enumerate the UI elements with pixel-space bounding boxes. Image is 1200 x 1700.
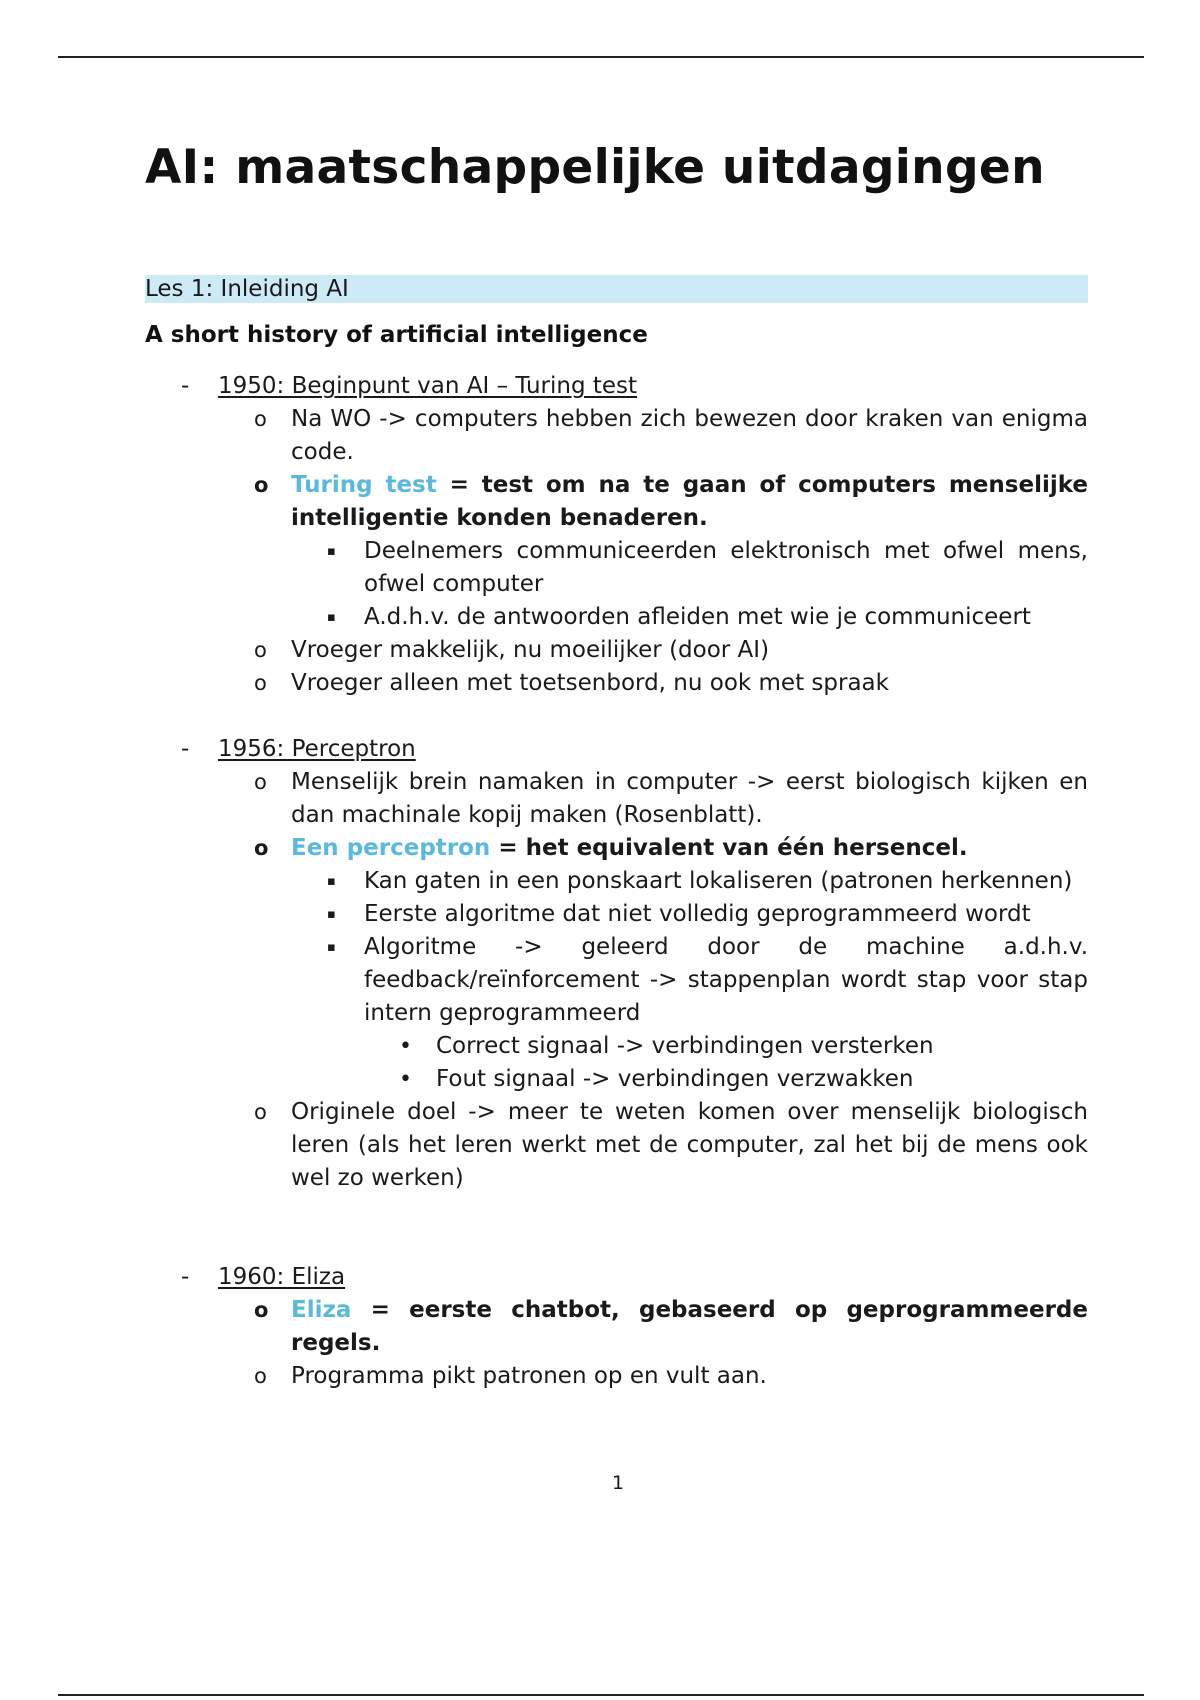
list-item [254, 469, 1088, 535]
list-text: Eerste algoritme dat niet volledig geprogrammeerd wordt [364, 901, 1031, 927]
list-item [327, 535, 1088, 601]
list-heading: 1960: Eliza [218, 1264, 346, 1290]
list-item [399, 1063, 1088, 1096]
dash-bullet: - [181, 373, 190, 399]
square-bullet: ▪ [327, 940, 336, 955]
list-text: Correct signaal -> verbindingen versterken [436, 1033, 934, 1059]
list-item [254, 403, 1088, 469]
section-subtitle: A short history of artificial intelligence [145, 322, 648, 348]
dash-bullet: - [181, 736, 190, 762]
definition-text: = het equivalent van één hersencel. [490, 835, 968, 861]
list-item-1956 [181, 733, 1088, 766]
circle-bullet: o [254, 407, 267, 431]
circle-bullet: o [254, 638, 267, 662]
key-term: Een perceptron [291, 835, 491, 861]
list-item [254, 1096, 1088, 1195]
list-text: A.d.h.v. de antwoorden afleiden met wie je communiceert [364, 604, 1031, 630]
square-bullet: ▪ [327, 544, 336, 559]
list-text: Deelnemers communiceerden elektronisch met ofwel mens, ofwel computer [364, 538, 1088, 597]
lesson-heading: Les 1: Inleiding AI [145, 275, 1088, 303]
list-text: Vroeger makkelijk, nu moeilijker (door AI) [291, 637, 770, 663]
key-term: Eliza [291, 1297, 352, 1323]
list-item [254, 634, 1088, 667]
dot-bullet: • [399, 1067, 412, 1092]
list-item [254, 832, 1088, 865]
dash-bullet: - [181, 1264, 190, 1290]
list-item [254, 1360, 1088, 1393]
list-item [399, 1030, 1088, 1063]
circle-bullet: o [254, 770, 267, 794]
circle-bullet: o [254, 473, 269, 497]
list-item [327, 931, 1088, 1030]
square-bullet: ▪ [327, 907, 336, 922]
list-item [327, 898, 1088, 931]
dot-bullet: • [399, 1034, 412, 1059]
square-bullet: ▪ [327, 610, 336, 625]
list-item [254, 1294, 1088, 1360]
list-text: Vroeger alleen met toetsenbord, nu ook met spraak [291, 670, 889, 696]
list-item [327, 601, 1088, 634]
list-item-1950 [181, 370, 1088, 403]
list-text: Na WO -> computers hebben zich bewezen door kraken van enigma code. [291, 406, 1088, 465]
header-rule [58, 56, 1144, 58]
page-number: 1 [611, 1472, 625, 1494]
list-text: Fout signaal -> verbindingen verzwakken [436, 1066, 914, 1092]
list-heading: 1956: Perceptron [218, 736, 416, 762]
list-item [254, 766, 1088, 832]
list-text: Programma pikt patronen op en vult aan. [291, 1363, 767, 1389]
list-heading: 1950: Beginpunt van AI – Turing test [218, 373, 638, 399]
list-text: Kan gaten in een ponskaart lokaliseren (patronen herkennen) [364, 868, 1073, 894]
definition-text: = eerste chatbot, gebaseerd op geprogrammeerde regels. [291, 1297, 1088, 1356]
circle-bullet: o [254, 1298, 269, 1322]
document-title: AI: maatschappelijke uitdagingen [145, 140, 1045, 195]
list-text: Menselijk brein namaken in computer -> eerst biologisch kijken en dan machinale kopij maken (Rosenblatt). [291, 769, 1088, 828]
circle-bullet: o [254, 1100, 267, 1124]
key-term: Turing test [291, 472, 437, 498]
list-text: Originele doel -> meer te weten komen over menselijk biologisch leren (als het leren werkt met de computer, zal het bij de mens ook wel zo werken) [291, 1099, 1088, 1191]
circle-bullet: o [254, 836, 269, 860]
circle-bullet: o [254, 1364, 267, 1388]
document-body [0, 370, 1200, 1393]
list-text: Algoritme -> geleerd door de machine a.d.h.v. feedback/reïnforcement -> stappenplan wordt stap voor stap intern geprogrammeerd [364, 934, 1088, 1026]
list-item [254, 667, 1088, 700]
definition-text: = test om na te gaan of computers menselijke intelligentie konden benaderen. [291, 472, 1088, 531]
square-bullet: ▪ [327, 874, 336, 889]
footer-rule [58, 1694, 1144, 1696]
circle-bullet: o [254, 671, 267, 695]
list-item [327, 865, 1088, 898]
list-item-1960 [181, 1261, 1088, 1294]
